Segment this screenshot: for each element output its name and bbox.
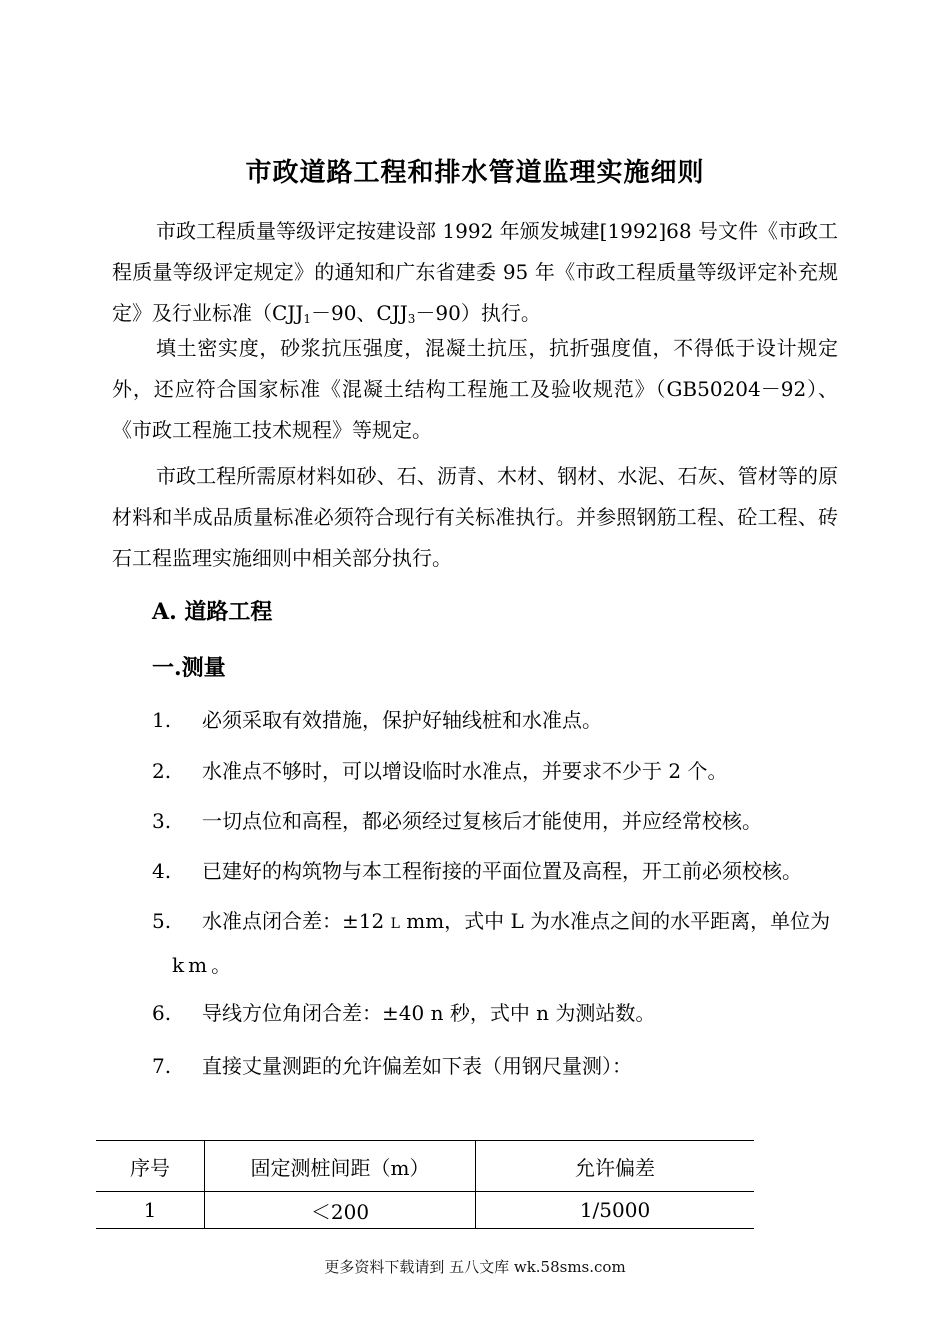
item-text-a: 水准点闭合差：±12: [202, 909, 391, 933]
item-formula-l: L: [390, 916, 400, 932]
list-item: [152, 993, 842, 1034]
item-text: 直接丈量测距的允许偏差如下表（用钢尺量测）：: [202, 1054, 632, 1078]
table-cell: ＜200: [205, 1192, 476, 1229]
column-header: 固定测桩间距（m）: [205, 1141, 476, 1192]
intro-p1-text-a: 市政工程质量等级评定按建设部 1992 年颁发城建[1992]68 号文件《市政工程质量等级评定规定》的通知和广东省建委 95 年《市政工程质量等级评定补充规定》及行业标准（CJJ: [112, 219, 838, 325]
intro-paragraph-1: [112, 211, 838, 340]
item-number: 7.: [152, 1054, 172, 1078]
item-number: 4.: [152, 859, 172, 883]
intro-paragraph-3: 市政工程所需原材料如砂、石、沥青、木材、钢材、水泥、石灰、管材等的原材料和半成品质量标准必须符合现行有关标准执行。并参照钢筋工程、砼工程、砖石工程监理实施细则中相关部分执行。: [112, 464, 838, 570]
item-text: 已建好的构筑物与本工程衔接的平面位置及高程，开工前必须校核。: [202, 859, 802, 883]
footer-note: 更多资料下载请到 五八文库 wk.58sms.com: [324, 1258, 626, 1276]
tolerance-table: [96, 1140, 754, 1229]
intro-p1-text-b: －90、CJJ: [310, 301, 408, 325]
list-item: [152, 700, 842, 741]
item-text: 必须采取有效措施，保护好轴线桩和水准点。: [202, 708, 602, 732]
list-item: [152, 901, 842, 986]
item-number: 2.: [152, 759, 172, 783]
table-cell: 1/5000: [476, 1192, 755, 1229]
intro-paragraph-2: 填土密实度，砂浆抗压强度，混凝土抗压，抗折强度值，不得低于设计规定外，还应符合国家标准《混凝土结构工程施工及验收规范》（GB50204－92）、《市政工程施工技术规程》等规定。: [112, 336, 838, 442]
column-header: 允许偏差: [476, 1141, 755, 1192]
list-item: [152, 751, 842, 792]
subscript-3: 3: [407, 312, 416, 326]
item-number: 1.: [152, 708, 172, 732]
item-number: 6.: [152, 1001, 172, 1025]
item-text: 水准点不够时，可以增设临时水准点，并要求不少于 2 个。: [202, 759, 728, 783]
item-text: 一切点位和高程，都必须经过复核后才能使用，并应经常校核。: [202, 809, 762, 833]
item-text-c: km。: [172, 953, 236, 977]
item-formula-n: n: [430, 1001, 444, 1025]
table-header-row: [96, 1141, 754, 1192]
page-title: 市政道路工程和排水管道监理实施细则: [245, 158, 705, 188]
item-number: 3.: [152, 809, 172, 833]
list-item: [152, 801, 842, 842]
item-number: 5.: [152, 909, 172, 933]
item-text-b: mm，式中 L 为水准点之间的水平距离，单位为: [399, 909, 831, 933]
subscript-1: 1: [303, 312, 311, 326]
intro-p1-text-c: －90）执行。: [415, 301, 541, 325]
table-cell: 1: [96, 1192, 205, 1229]
list-item: [152, 1046, 842, 1087]
column-header: 序号: [96, 1141, 205, 1192]
section-heading-road: A. 道路工程: [152, 599, 273, 625]
section-heading-survey: 一.测量: [152, 655, 226, 681]
table-row: [96, 1192, 754, 1229]
item-text-a: 导线方位角闭合差：±40: [202, 1001, 431, 1025]
item-text-b: 秒，式中 n 为测站数。: [443, 1001, 656, 1025]
list-item: [152, 851, 842, 892]
